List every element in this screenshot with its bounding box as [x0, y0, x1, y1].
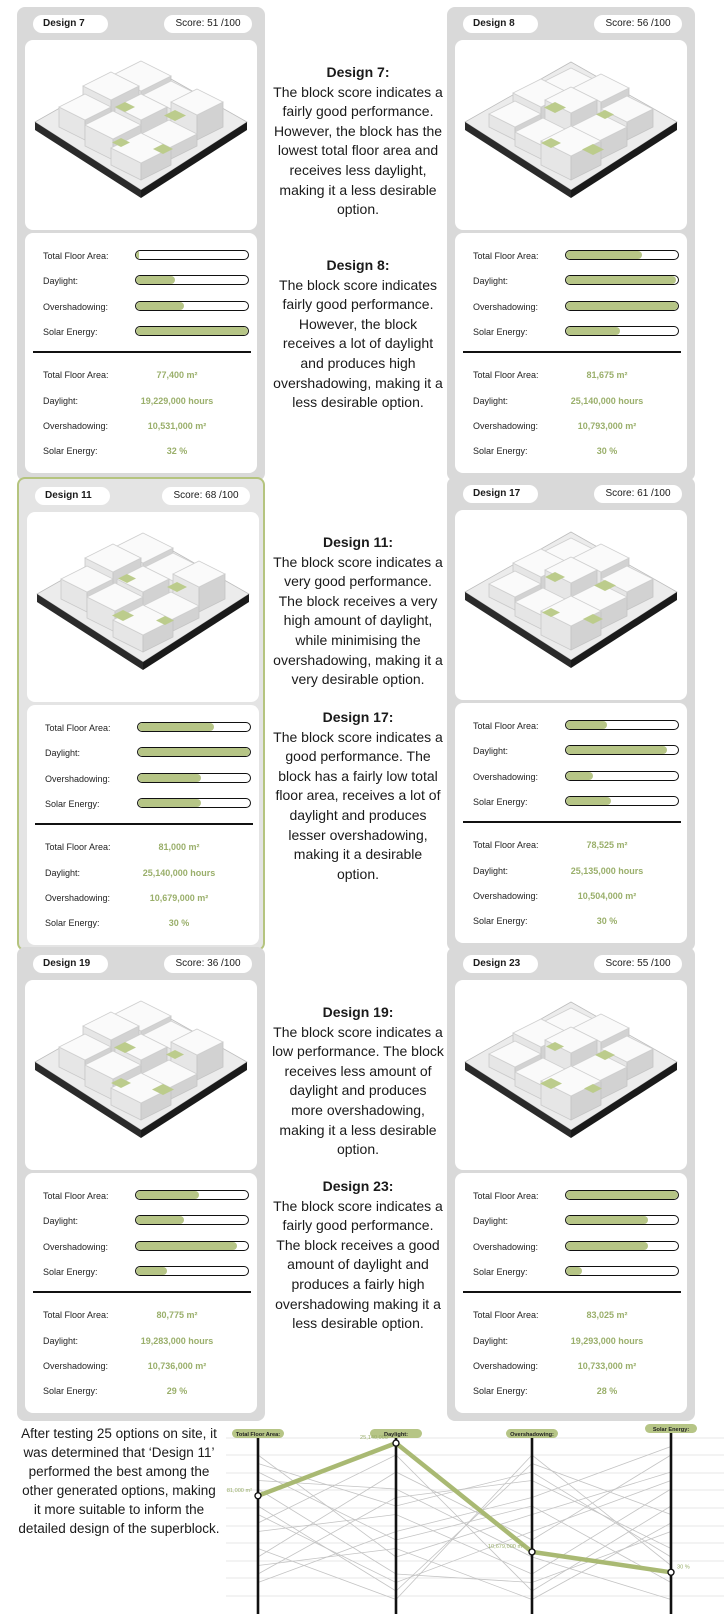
divider	[35, 823, 253, 825]
stats-panel	[455, 233, 687, 473]
metric-label: Solar Energy:	[473, 797, 528, 807]
block-illustration	[455, 40, 687, 230]
metric-value: 28 %	[596, 1386, 618, 1396]
axis-label: Overshadowing:	[510, 1432, 554, 1438]
metric-bar-fill	[136, 251, 139, 259]
metric-bar-track	[565, 1215, 679, 1225]
metric-label: Overshadowing:	[45, 893, 111, 903]
metric-label: Solar Energy:	[473, 1386, 528, 1396]
metric-bar-fill	[566, 276, 676, 284]
design-card	[447, 7, 695, 481]
design-card	[447, 947, 695, 1421]
design-card	[17, 947, 265, 1421]
metric-bar-track	[137, 773, 251, 783]
metric-label: Solar Energy:	[43, 446, 98, 456]
description-title: Design 17:	[322, 709, 394, 725]
divider	[463, 821, 681, 823]
metric-bar-track	[565, 1241, 679, 1251]
divider	[463, 351, 681, 353]
description-text: The block score indicates a low performance. The block receives less amount of daylight and produces more overshadowing, making it a less desirable option.	[272, 1023, 444, 1158]
description-text: The block score indicates a very good performance. The block receives a very high amount of daylight, while minimising the overshadowing, making it a very desirable option.	[273, 553, 443, 688]
design-description	[272, 1003, 444, 1172]
metric-label: Total Floor Area:	[43, 251, 109, 261]
metric-value: 10,793,000 m²	[577, 421, 637, 431]
metric-bar-track	[565, 1190, 679, 1200]
series-line-design-11	[258, 1443, 671, 1572]
metric-value-row	[473, 395, 683, 407]
metric-bar-fill	[566, 1216, 648, 1224]
data-point	[393, 1440, 399, 1446]
data-label: 81,000 m²	[226, 1487, 252, 1494]
metric-value-row	[45, 841, 255, 853]
metric-bar-row	[473, 1190, 683, 1202]
metric-value-row	[43, 369, 253, 381]
block-illustration	[25, 980, 257, 1170]
description-title: Design 11:	[322, 534, 394, 550]
metric-value: 19,293,000 hours	[570, 1336, 644, 1346]
description-text: The block score indicates a fairly good performance. The block receives a good amount of daylight and produces a fairly high overshadowing making it a less desirable option.	[273, 1197, 443, 1332]
description-title: Design 7:	[326, 64, 390, 80]
metric-label: Overshadowing:	[45, 774, 111, 784]
metric-bar-track	[565, 720, 679, 730]
metric-bar-fill	[136, 1216, 184, 1224]
metric-bar-row	[473, 301, 683, 313]
metric-value: 78,525 m²	[586, 840, 628, 850]
metric-label: Daylight:	[473, 1336, 509, 1346]
metric-value-row	[473, 1360, 683, 1372]
metric-bar-row	[473, 326, 683, 338]
metric-label: Total Floor Area:	[473, 251, 539, 261]
design-name: Design 8	[463, 15, 538, 33]
metric-label: Solar Energy:	[43, 1386, 98, 1396]
metric-bar-track	[565, 326, 679, 336]
metric-bar-track	[137, 722, 251, 732]
metric-bar-row	[43, 326, 253, 338]
metric-value: 81,675 m²	[586, 370, 628, 380]
metric-bar-track	[135, 250, 249, 260]
design-name: Design 7	[33, 15, 108, 33]
metric-label: Total Floor Area:	[43, 370, 109, 380]
metric-bar-fill	[566, 746, 667, 754]
stats-panel	[25, 233, 257, 473]
metric-bar-track	[565, 771, 679, 781]
metric-value-row	[473, 1385, 683, 1397]
metric-value: 10,679,000 m²	[149, 893, 209, 903]
design-description	[272, 533, 444, 702]
metric-label: Solar Energy:	[43, 327, 98, 337]
metric-bar-row	[473, 796, 683, 808]
design-score: Score: 61 /100	[594, 485, 682, 503]
axis-label: Solar Energy:	[652, 1427, 690, 1433]
metric-label: Solar Energy:	[473, 327, 528, 337]
metric-value-row	[473, 865, 683, 877]
card-header	[455, 12, 687, 36]
metric-bar-row	[45, 773, 255, 785]
metric-label: Overshadowing:	[473, 302, 539, 312]
design-card	[17, 7, 265, 481]
design-description	[272, 63, 444, 232]
metric-bar-fill	[136, 1267, 167, 1275]
metric-label: Solar Energy:	[45, 799, 100, 809]
metric-bar-track	[565, 745, 679, 755]
metric-label: Daylight:	[43, 1336, 79, 1346]
metric-label: Daylight:	[473, 1216, 509, 1226]
metric-label: Solar Energy:	[45, 918, 100, 928]
metric-label: Overshadowing:	[473, 1242, 539, 1252]
metric-value-row	[473, 420, 683, 432]
metric-bar-track	[565, 301, 679, 311]
axis-label: Total Floor Area:	[235, 1432, 281, 1438]
metric-label: Daylight:	[473, 276, 509, 286]
block-illustration	[27, 512, 259, 702]
metric-bar-track	[135, 1190, 249, 1200]
metric-bar-fill	[566, 302, 678, 310]
data-label: 30 %	[677, 1564, 690, 1571]
metric-label: Daylight:	[473, 746, 509, 756]
metric-label: Solar Energy:	[43, 1267, 98, 1277]
metric-label: Total Floor Area:	[45, 842, 111, 852]
metric-label: Overshadowing:	[473, 1361, 539, 1371]
metric-bar-fill	[138, 799, 201, 807]
design-description	[272, 256, 444, 425]
metric-value-row	[45, 917, 255, 929]
metric-value-row	[43, 1309, 253, 1321]
metric-label: Total Floor Area:	[473, 1310, 539, 1320]
design-score: Score: 51 /100	[164, 15, 252, 33]
metric-label: Solar Energy:	[473, 916, 528, 926]
card-header	[27, 484, 255, 508]
metric-bar-fill	[566, 251, 642, 259]
metric-bar-fill	[138, 723, 214, 731]
stats-panel	[455, 703, 687, 943]
metric-value: 19,229,000 hours	[140, 396, 214, 406]
metric-value: 81,000 m²	[158, 842, 200, 852]
metric-value: 25,140,000 hours	[570, 396, 644, 406]
metric-bar-fill	[136, 1191, 199, 1199]
metric-label: Total Floor Area:	[473, 370, 539, 380]
card-header	[455, 482, 687, 506]
metric-bar-fill	[136, 327, 248, 335]
metric-bar-fill	[566, 772, 593, 780]
metric-bar-row	[45, 747, 255, 759]
metric-label: Solar Energy:	[473, 1267, 528, 1277]
metric-label: Daylight:	[473, 396, 509, 406]
design-description	[272, 708, 444, 896]
metric-bar-track	[135, 1215, 249, 1225]
metric-label: Total Floor Area:	[473, 721, 539, 731]
metric-bar-fill	[566, 797, 611, 805]
metric-bar-track	[135, 301, 249, 311]
metric-value: 29 %	[166, 1386, 188, 1396]
metric-label: Total Floor Area:	[473, 840, 539, 850]
metric-label: Daylight:	[43, 396, 79, 406]
metric-label: Total Floor Area:	[43, 1310, 109, 1320]
design-description	[272, 1177, 444, 1346]
design-score: Score: 68 /100	[162, 487, 250, 505]
metric-bar-row	[43, 1241, 253, 1253]
metric-value-row	[43, 420, 253, 432]
metric-bar-track	[565, 250, 679, 260]
metric-bar-track	[135, 275, 249, 285]
metric-value: 80,775 m²	[156, 1310, 198, 1320]
data-label: 25,140,000	[360, 1435, 388, 1442]
metric-bar-row	[43, 275, 253, 287]
metric-value-row	[473, 1335, 683, 1347]
metric-label: Overshadowing:	[43, 1361, 109, 1371]
design-card	[447, 477, 695, 951]
metric-bar-track	[565, 275, 679, 285]
metric-bar-fill	[566, 1242, 648, 1250]
metric-value-row	[473, 915, 683, 927]
stats-panel	[27, 705, 259, 945]
divider	[33, 1291, 251, 1293]
metric-bar-row	[43, 250, 253, 262]
metric-bar-track	[565, 796, 679, 806]
metric-label: Daylight:	[43, 276, 79, 286]
data-point	[255, 1493, 261, 1499]
metric-value: 83,025 m²	[586, 1310, 628, 1320]
description-title: Design 8:	[326, 257, 390, 273]
design-card	[17, 477, 265, 951]
metric-value-row	[473, 1309, 683, 1321]
metric-value-row	[43, 445, 253, 457]
metric-value-row	[43, 1335, 253, 1347]
metric-bar-fill	[136, 1242, 237, 1250]
metric-value: 30 %	[596, 916, 618, 926]
metric-bar-row	[473, 1241, 683, 1253]
metric-value: 32 %	[166, 446, 188, 456]
metric-label: Overshadowing:	[43, 1242, 109, 1252]
metric-value: 30 %	[596, 446, 618, 456]
metric-bar-fill	[566, 1191, 678, 1199]
metric-bar-row	[473, 771, 683, 783]
metric-value: 10,733,000 m²	[577, 1361, 637, 1371]
data-point	[529, 1549, 535, 1555]
metric-value-row	[43, 395, 253, 407]
metric-label: Overshadowing:	[43, 421, 109, 431]
metric-bar-fill	[566, 721, 607, 729]
metric-bar-row	[473, 745, 683, 757]
metric-label: Daylight:	[43, 1216, 79, 1226]
design-name: Design 17	[463, 485, 538, 503]
metric-value-row	[45, 892, 255, 904]
description-text: The block score indicates fairly good performance. However, the block receives a lot of daylight and produces high overshadowing, making it a less desirable option.	[273, 276, 443, 411]
metric-bar-row	[473, 1215, 683, 1227]
metric-label: Overshadowing:	[473, 772, 539, 782]
conclusion-text: After testing 25 options on site, it was determined that ‘Design 11’ performed the best among the other generated options, making it more suitable to inform the detailed design of the superblock.	[18, 1426, 220, 1536]
metric-bar-row	[43, 1215, 253, 1227]
stats-panel	[25, 1173, 257, 1413]
description-text: The block score indicates a fairly good performance. However, the block has the lowest total floor area and receives less daylight, making it a less desirable option.	[273, 83, 443, 218]
metric-value: 25,135,000 hours	[570, 866, 644, 876]
metric-bar-row	[473, 720, 683, 732]
design-score: Score: 36 /100	[164, 955, 252, 973]
data-label: 10,679,000 m²	[487, 1543, 524, 1550]
metric-label: Total Floor Area:	[473, 1191, 539, 1201]
metric-value-row	[43, 1360, 253, 1372]
metric-bar-track	[137, 747, 251, 757]
metric-value: 10,531,000 m²	[147, 421, 207, 431]
metric-label: Overshadowing:	[43, 302, 109, 312]
metric-label: Total Floor Area:	[45, 723, 111, 733]
metric-bar-fill	[566, 1267, 582, 1275]
metric-label: Daylight:	[473, 866, 509, 876]
metric-label: Daylight:	[45, 868, 81, 878]
metric-label: Total Floor Area:	[43, 1191, 109, 1201]
divider	[463, 1291, 681, 1293]
card-header	[455, 952, 687, 976]
description-text: The block score indicates a good performance. The block has a fairly low total floor area, receives a lot of daylight and produces lesser overshadowing, making it a desirable option.	[273, 728, 443, 882]
metric-bar-row	[43, 1266, 253, 1278]
metric-value: 25,140,000 hours	[142, 868, 216, 878]
metric-bar-fill	[138, 774, 201, 782]
metric-bar-track	[135, 1266, 249, 1276]
metric-bar-track	[137, 798, 251, 808]
design-score: Score: 56 /100	[594, 15, 682, 33]
metric-value-row	[473, 445, 683, 457]
design-name: Design 19	[33, 955, 108, 973]
parallel-coordinates-chart	[226, 1418, 724, 1614]
metric-value-row	[43, 1385, 253, 1397]
axis-label: Daylight:	[384, 1432, 408, 1438]
metric-bar-row	[473, 275, 683, 287]
metric-bar-row	[43, 301, 253, 313]
metric-label: Overshadowing:	[473, 421, 539, 431]
metric-value-row	[45, 867, 255, 879]
design-score: Score: 55 /100	[594, 955, 682, 973]
card-header	[25, 952, 257, 976]
metric-bar-fill	[136, 302, 184, 310]
metric-bar-track	[135, 326, 249, 336]
design-name: Design 23	[463, 955, 538, 973]
metric-bar-row	[473, 250, 683, 262]
description-title: Design 19:	[322, 1004, 394, 1020]
metric-bar-fill	[138, 748, 250, 756]
metric-bar-fill	[136, 276, 175, 284]
metric-value: 30 %	[168, 918, 190, 928]
metric-value: 10,504,000 m²	[577, 891, 637, 901]
metric-value-row	[473, 839, 683, 851]
metric-bar-track	[565, 1266, 679, 1276]
metric-bar-track	[135, 1241, 249, 1251]
metric-bar-fill	[566, 327, 620, 335]
block-illustration	[455, 980, 687, 1170]
metric-label: Overshadowing:	[473, 891, 539, 901]
metric-bar-row	[43, 1190, 253, 1202]
card-header	[25, 12, 257, 36]
metric-value-row	[473, 890, 683, 902]
metric-label: Daylight:	[45, 748, 81, 758]
block-illustration	[25, 40, 257, 230]
block-illustration	[455, 510, 687, 700]
description-title: Design 23:	[322, 1178, 394, 1194]
stats-panel	[455, 1173, 687, 1413]
metric-bar-row	[45, 722, 255, 734]
data-point	[668, 1569, 674, 1575]
metric-value-row	[473, 369, 683, 381]
metric-label: Solar Energy:	[473, 446, 528, 456]
divider	[33, 351, 251, 353]
design-name: Design 11	[35, 487, 110, 505]
metric-bar-row	[45, 798, 255, 810]
metric-value: 77,400 m²	[156, 370, 198, 380]
metric-value: 10,736,000 m²	[147, 1361, 207, 1371]
metric-bar-row	[473, 1266, 683, 1278]
metric-value: 19,283,000 hours	[140, 1336, 214, 1346]
